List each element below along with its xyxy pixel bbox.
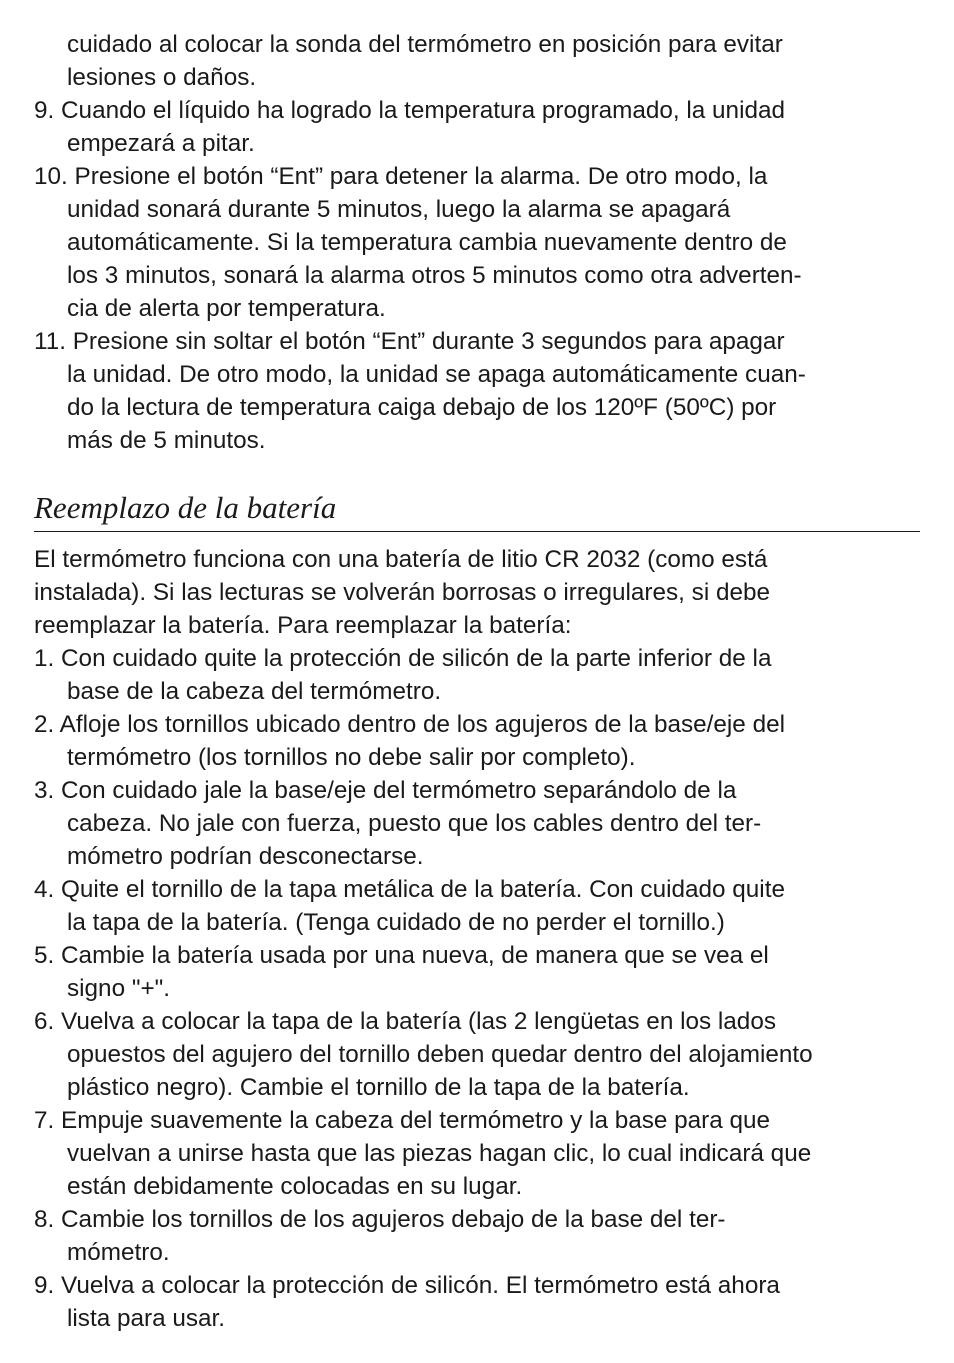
list-item-11-line: do la lectura de temperatura caiga debajo de los 120ºF (50ºC) por (67, 394, 777, 421)
step-6-line: 6. Vuelva a colocar la tapa de la batería (las 2 lengüetas en los lados (34, 1008, 776, 1035)
step-9-line: 9. Vuelva a colocar la protección de silicón. El termómetro está ahora (34, 1272, 780, 1299)
step-9-line: lista para usar. (67, 1305, 226, 1332)
list-item-9-line: 9. Cuando el líquido ha logrado la temperatura programado, la unidad (34, 97, 786, 124)
list-item-9-line: empezará a pitar. (67, 130, 255, 157)
step-7-line: 7. Empuje suavemente la cabeza del termómetro y la base para que (34, 1107, 771, 1134)
heading-rule (34, 531, 920, 532)
step-8-line: mómetro. (67, 1239, 170, 1266)
list-item-11-line: 11. Presione sin soltar el botón “Ent” durante 3 segundos para apagar (34, 328, 785, 355)
list-item-11-line: más de 5 minutos. (67, 427, 266, 454)
step-1-line: 1. Con cuidado quite la protección de silicón de la parte inferior de la (34, 645, 772, 672)
step-4-line: la tapa de la batería. (Tenga cuidado de no perder el tornillo.) (67, 909, 725, 936)
list-item-10-line: 10. Presione el botón “Ent” para detener la alarma. De otro modo, la (34, 163, 768, 190)
step-4-line: 4. Quite el tornillo de la tapa metálica de la batería. Con cuidado quite (34, 876, 785, 903)
list-item-11-line: la unidad. De otro modo, la unidad se apaga automáticamente cuan- (67, 361, 806, 388)
step-1-line: base de la cabeza del termómetro. (67, 678, 442, 705)
continuation-line: lesiones o daños. (67, 64, 257, 91)
step-3-line: mómetro podrían desconectarse. (67, 843, 424, 870)
step-7-line: vuelvan a unirse hasta que las piezas hagan clic, lo cual indicará que (67, 1140, 812, 1167)
step-3-line: cabeza. No jale con fuerza, puesto que los cables dentro del ter- (67, 810, 762, 837)
intro-line: reemplazar la batería. Para reemplazar la batería: (34, 612, 572, 639)
continuation-line: cuidado al colocar la sonda del termómetro en posición para evitar (67, 31, 783, 58)
step-6-line: plástico negro). Cambie el tornillo de la tapa de la batería. (67, 1074, 690, 1101)
step-5-line: 5. Cambie la batería usada por una nueva, de manera que se vea el (34, 942, 769, 969)
step-7-line: están debidamente colocadas en su lugar. (67, 1173, 523, 1200)
step-3-line: 3. Con cuidado jale la base/eje del termómetro separándolo de la (34, 777, 737, 804)
step-5-line: signo "+". (67, 975, 171, 1002)
step-8-line: 8. Cambie los tornillos de los agujeros debajo de la base del ter- (34, 1206, 726, 1233)
intro-line: El termómetro funciona con una batería de litio CR 2032 (como está (34, 546, 768, 573)
step-2-line: termómetro (los tornillos no debe salir por completo). (67, 744, 636, 771)
list-item-10-line: unidad sonará durante 5 minutos, luego la alarma se apagará (67, 196, 731, 223)
step-6-line: opuestos del agujero del tornillo deben quedar dentro del alojamiento (67, 1041, 813, 1068)
list-item-10-line: cia de alerta por temperatura. (67, 295, 386, 322)
step-2-line: 2. Afloje los tornillos ubicado dentro de los agujeros de la base/eje del (34, 711, 785, 738)
list-item-10-line: los 3 minutos, sonará la alarma otros 5 minutos como otra adverten- (67, 262, 802, 289)
intro-line: instalada). Si las lecturas se volverán borrosas o irregulares, si debe (34, 579, 771, 606)
list-item-10-line: automáticamente. Si la temperatura cambia nuevamente dentro de (67, 229, 787, 256)
section-heading: Reemplazo de la batería (34, 490, 337, 525)
